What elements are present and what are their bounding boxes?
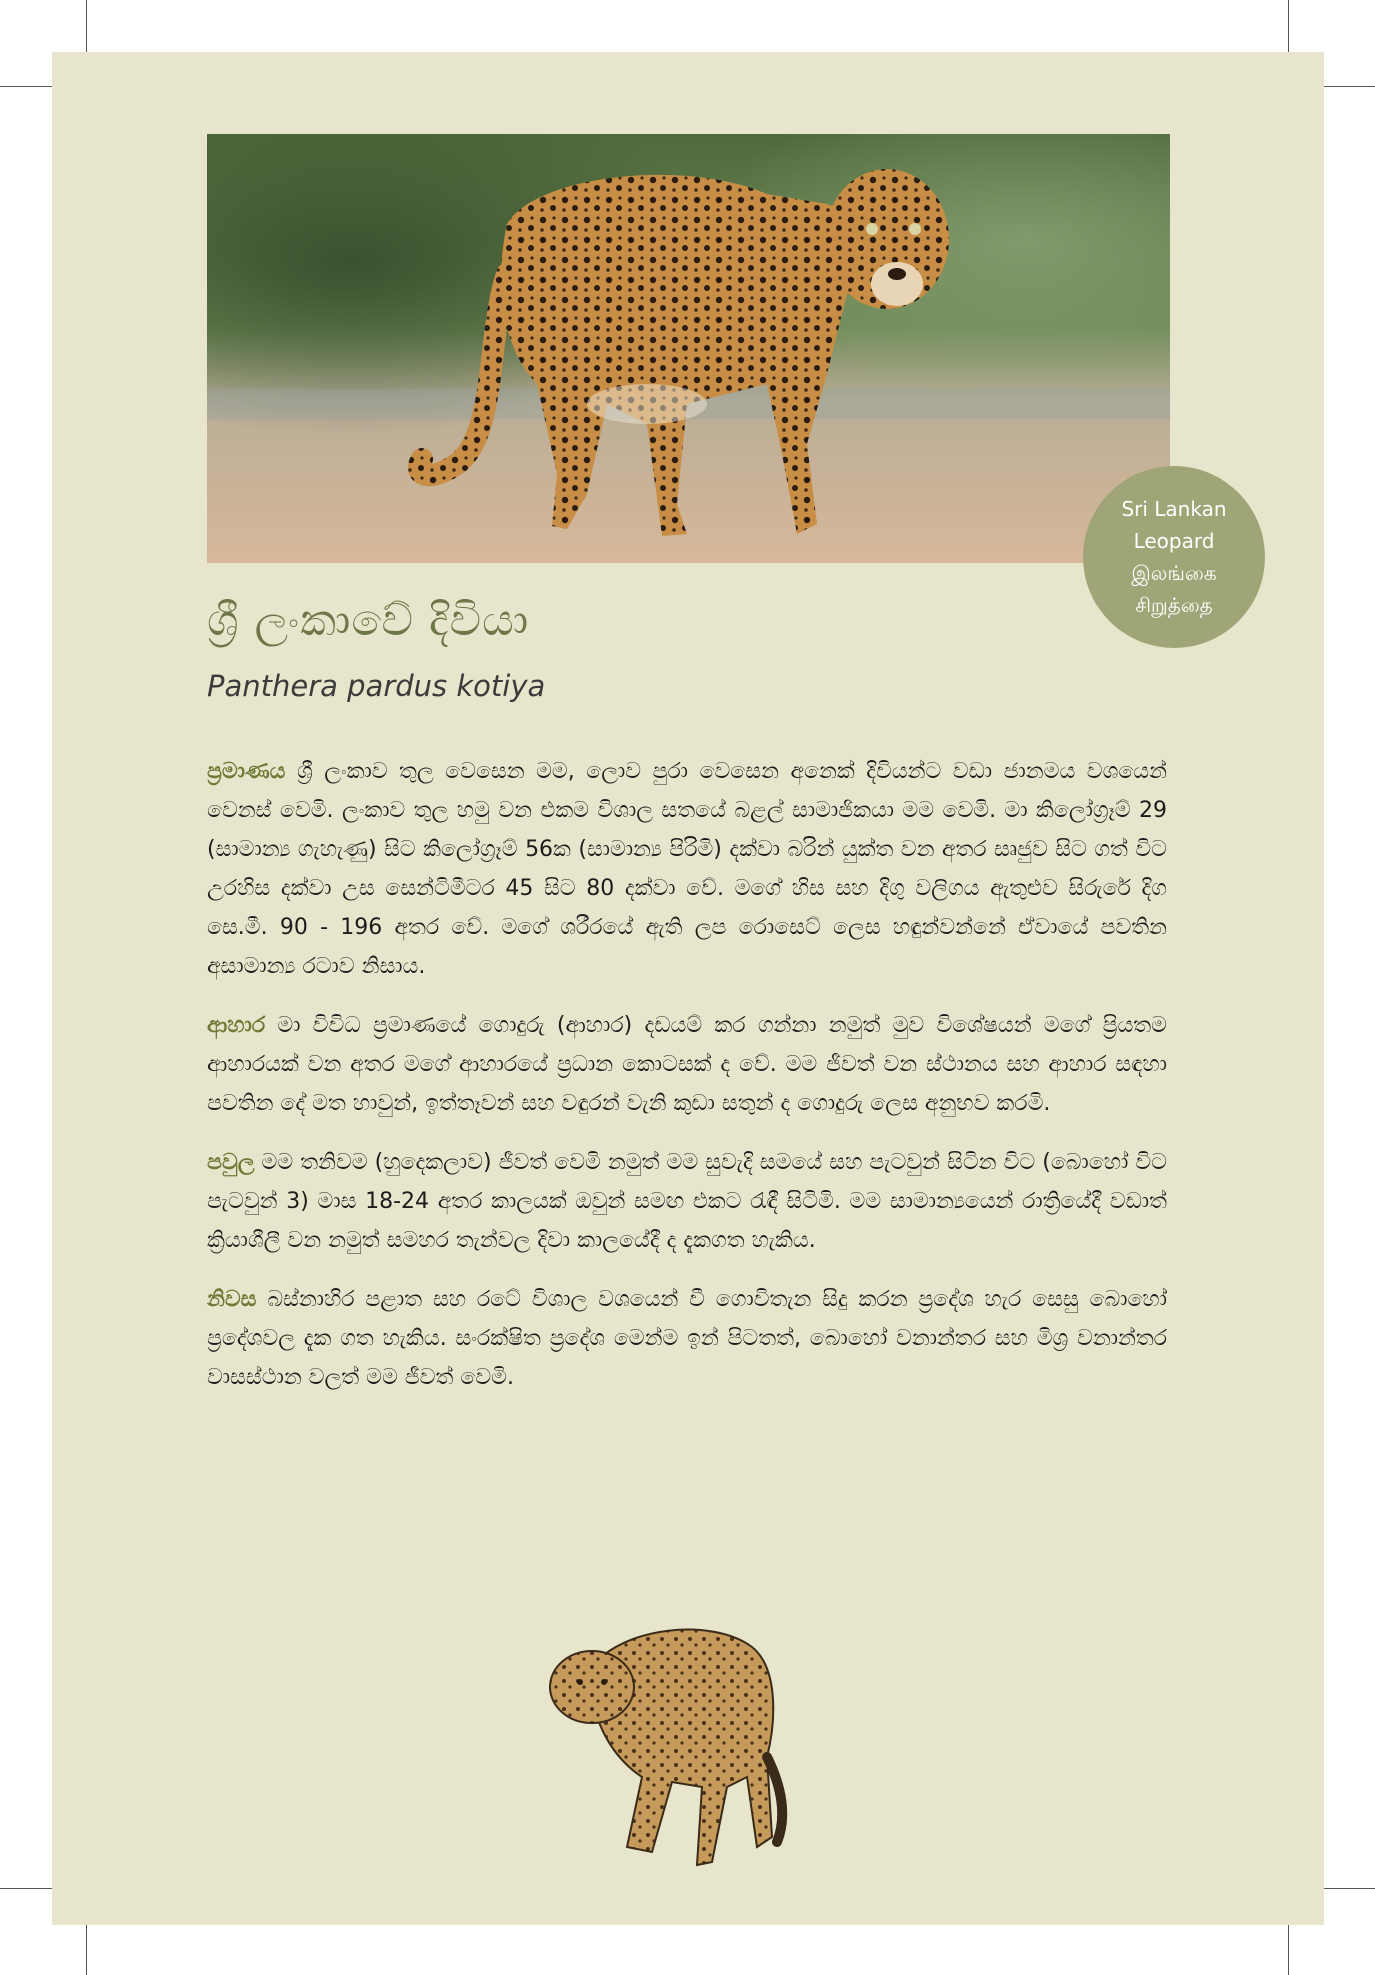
page-title: ශ්‍රී ලංකාවේ දිවියා xyxy=(207,595,530,646)
species-name-badge xyxy=(1083,466,1265,648)
section-label: පවුල xyxy=(207,1150,255,1175)
section-text: මම තනිවම (හුදෙකලාව) ජීවත් වෙමි නමුත් මම සුවැදි සමයේ සහ පැටවුන් සිටින විට (බොහෝ විට පැටවුන් 3) මාස 18-24 අතර කාලයක් ඔවුන් සමඟ එකට රැඳී සිටිමි. මම සාමාන්‍යයෙන් රාත්‍රියේදී වඩාත් ක්‍රියාශීලී වන නමුත් සමහර තැන්වල දිවා කාලයේදී ද දැකගත හැකිය. xyxy=(207,1150,1167,1253)
section-label: ප්‍රමාණය xyxy=(207,759,286,784)
leopard-illustration xyxy=(532,1607,832,1907)
scientific-name: Panthera pardus kotiya xyxy=(207,669,546,703)
leopard-photo-icon xyxy=(207,134,1170,563)
crop-mark xyxy=(0,1888,60,1889)
leopard-photo xyxy=(207,134,1170,563)
section-text: ශ්‍රී ලංකාව තුල වෙසෙන මම, ලොව පුරා වෙසෙන අනෙක් දිවියන්ට වඩා ජානමය වශයෙන් වෙනස් වෙමි. ලංකාව තුල හමු වන එකම විශාල සතයේ බළල් සාමාජිකයා මම වෙමි. මා කිලෝග්‍රෑම් 29 (සාමාන්‍ය ගැහැණු) සිට කිලෝග්‍රෑම් 56ක (සාමාන්‍ය පිරිමි) දක්වා බරින් යුක්ත වන අතර සෘජුව සිට ගත් විට උරහිස දක්වා උස සෙන්ටිමීටර 45 සිට 80 දක්වා වේ. මගේ හිස සහ දිගු වලිගය ඇතුළුව සිරුරේ දිග සෙ.මී. 90 - 196 අතර වේ. මගේ ශරීරයේ ඇති ලප රොසෙට් ලෙස හඳුන්වන්නේ ඒවායේ පවතින අසාමාන්‍ය රටාව නිසාය. xyxy=(207,759,1167,979)
section-food xyxy=(207,1006,1167,1123)
crop-mark xyxy=(1288,0,1289,60)
crop-mark xyxy=(1315,1888,1375,1889)
crop-mark xyxy=(0,86,60,87)
crop-mark xyxy=(1315,86,1375,87)
section-habitat xyxy=(207,1280,1167,1397)
section-size xyxy=(207,752,1167,986)
badge-line-english-1: Sri Lankan xyxy=(1121,497,1227,521)
badge-line-tamil-2: சிறுத்தை xyxy=(1135,593,1213,617)
crop-mark xyxy=(86,0,87,60)
page xyxy=(52,52,1324,1925)
leopard-drawing-icon xyxy=(532,1607,832,1907)
badge-line-english-2: Leopard xyxy=(1133,529,1215,553)
article-body xyxy=(207,752,1167,1417)
section-label: නිවස xyxy=(207,1287,257,1312)
section-text: මා විවිධ ප්‍රමාණයේ ගොදුරු (ආහාර) දඩයම් කර ගන්නා නමුත් මුව විශේෂයන් මගේ ප්‍රියතම ආහාරයක් වන අතර මගේ ආහාරයේ ප්‍රධාන කොටසක් ද වේ. මම ජීවත් වන ස්ථානය සහ ආහාර සඳහා පවතින දේ මත හාවුන්, ඉත්තෑවන් සහ වඳුරන් වැනි කුඩා සතුන් ද ගොදුරු ලෙස අනුභව කරමි. xyxy=(207,1013,1167,1116)
section-family xyxy=(207,1143,1167,1260)
section-label: ආහාර xyxy=(207,1013,266,1038)
section-text: බස්නාහිර පළාත සහ රටේ විශාල වශයෙන් වී ගොවිතැන සිදු කරන ප්‍රදේශ හැර සෙසු බොහෝ ප්‍රදේශවල දැක ගත හැකිය. සංරක්ෂිත ප්‍රදේශ මෙන්ම ඉන් පිටතත්, බොහෝ වනාන්තර සහ මිශ්‍ර වනාන්තර වාසස්ථාන වලත් මම ජීවත් වෙමි. xyxy=(207,1287,1167,1390)
badge-line-tamil-1: இலங்கை xyxy=(1131,561,1217,585)
